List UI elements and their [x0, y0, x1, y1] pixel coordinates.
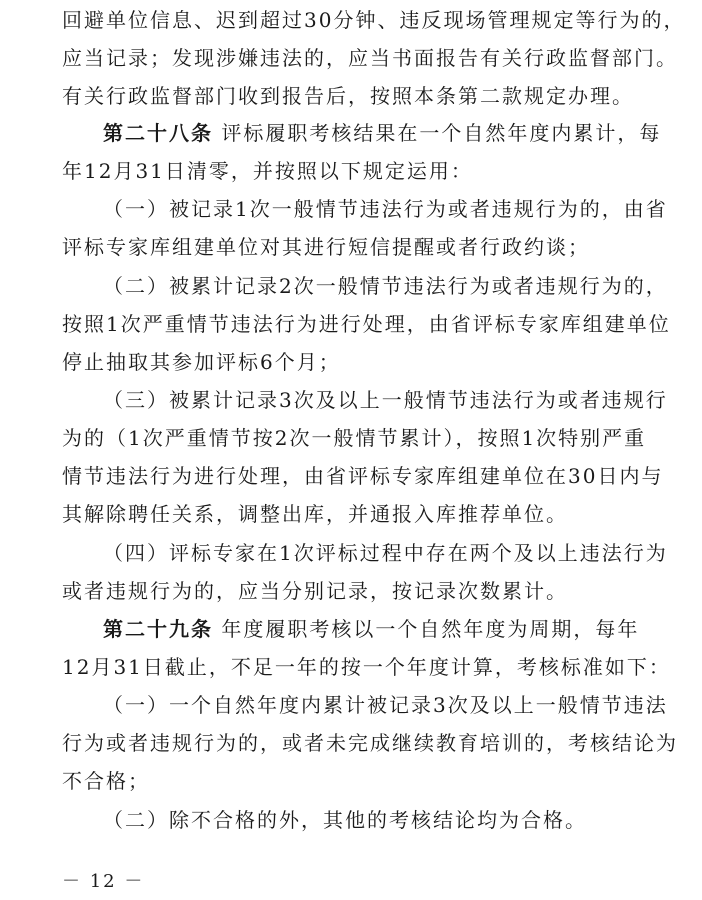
text-line — [0, 380, 702, 420]
line-text: 有关行政监督部门收到报告后，按照本条第二款规定办理。 — [62, 84, 634, 108]
line-text: 行为或者违规行为的，或者未完成继续教育培训的，考核结论为 — [62, 731, 678, 755]
text-line — [0, 456, 702, 496]
line-text: （一）被记录1次一般情节违法行为或者违规行为的，由省 — [103, 197, 668, 221]
line-text: 评标专家库组建单位对其进行短信提醒或者行政约谈； — [62, 235, 590, 259]
line-text: 年度履职考核以一个自然年度为周期，每年 — [221, 617, 640, 641]
text-line — [0, 76, 702, 116]
line-text: 停止抽取其参加评标6个月； — [62, 350, 341, 374]
line-text: 或者违规行为的，应当分别记录，按记录次数累计。 — [62, 579, 568, 603]
article-28-heading: 第二十八条 — [103, 121, 213, 145]
text-line — [0, 342, 702, 382]
text-line — [0, 723, 702, 763]
text-line — [0, 571, 702, 611]
line-text: 情节违法行为进行处理，由省评标专家库组建单位在30日内与 — [62, 464, 664, 488]
line-text: 年12月31日清零，并按照以下规定运用： — [62, 159, 473, 183]
article-29-first-line — [0, 609, 702, 649]
text-line — [0, 151, 702, 191]
text-line — [0, 800, 702, 840]
line-text: 按照1次严重情节违法行为进行处理，由省评标专家库组建单位 — [62, 312, 671, 336]
line-text: （二）除不合格的外，其他的考核结论均为合格。 — [103, 808, 587, 832]
line-text: 不合格； — [62, 769, 150, 793]
text-line — [0, 266, 702, 306]
line-text: （二）被累计记录2次一般情节违法行为或者违规行为的， — [103, 274, 668, 298]
text-line — [0, 647, 702, 687]
text-line — [0, 761, 702, 801]
text-line — [0, 38, 702, 78]
page-number: － 12 － — [62, 871, 145, 892]
line-text: （三）被累计记录3次及以上一般情节违法行为或者违规行 — [103, 388, 668, 412]
text-line — [0, 227, 702, 267]
line-text: 其解除聘任关系，调整出库，并通报入库推荐单位。 — [62, 502, 568, 526]
text-line — [0, 533, 702, 573]
article-28-first-line — [0, 113, 702, 153]
line-text: 为的（1次严重情节按2次一般情节累计），按照1次特别严重 — [62, 426, 647, 450]
line-text: 应当记录；发现涉嫌违法的，应当书面报告有关行政监督部门。 — [62, 46, 678, 70]
text-line — [0, 304, 702, 344]
line-text: 评标履职考核结果在一个自然年度内累计，每 — [221, 121, 662, 145]
line-text: （四）评标专家在1次评标过程中存在两个及以上违法行为 — [103, 541, 668, 565]
line-text: 回避单位信息、迟到超过30分钟、违反现场管理规定等行为的， — [62, 8, 686, 32]
text-line — [0, 685, 702, 725]
text-line — [0, 494, 702, 534]
article-29-heading: 第二十九条 — [103, 617, 213, 641]
text-line — [0, 0, 702, 40]
line-text: 12月31日截止，不足一年的按一个年度计算，考核标准如下： — [62, 655, 671, 679]
text-line — [0, 418, 702, 458]
text-line — [0, 189, 702, 229]
line-text: （一）一个自然年度内累计被记录3次及以上一般情节违法 — [103, 693, 668, 717]
